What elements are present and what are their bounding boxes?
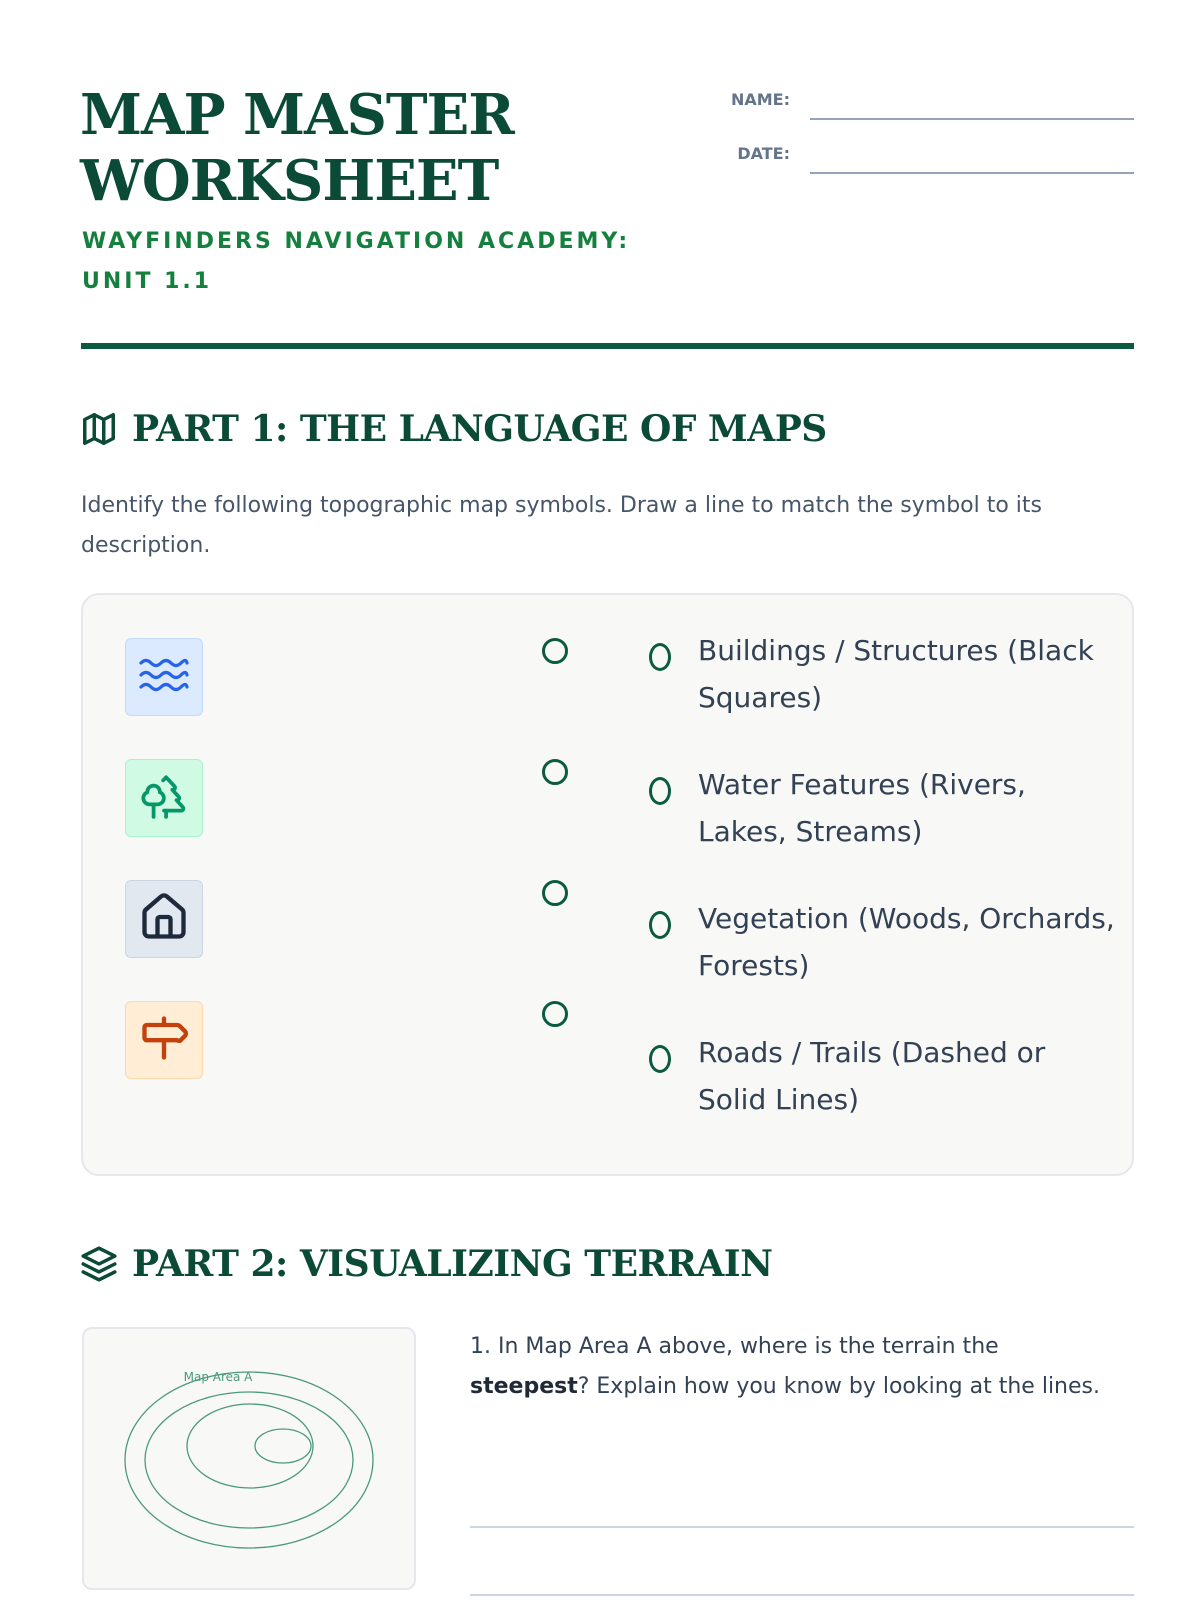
name-label: NAME: <box>730 90 790 109</box>
house-icon <box>138 891 190 947</box>
part1-instructions: Identify the following topographic map symbols. Draw a line to match the symbol to its description. <box>81 493 1043 558</box>
road-symbol <box>125 1001 203 1079</box>
answer-line-1[interactable] <box>470 1526 1134 1528</box>
signpost-icon <box>138 1012 190 1068</box>
match-dot-symbol-3[interactable] <box>542 880 568 906</box>
worksheet-subtitle: WAYFINDERS NAVIGATION ACADEMY: UNIT 1.1 <box>82 229 631 294</box>
contour-lines <box>84 1329 416 1590</box>
layers-icon <box>80 1245 118 1283</box>
description-vegetation: Vegetation (Woods, Orchards, Forests) <box>698 902 1115 982</box>
date-field[interactable] <box>810 172 1134 174</box>
part2-heading <box>80 1243 773 1285</box>
building-symbol <box>125 880 203 958</box>
matching-panel <box>81 593 1134 1176</box>
match-dot-symbol-4[interactable] <box>542 1001 568 1027</box>
part2-title: PART 2: VISUALIZING TERRAIN <box>132 1243 773 1285</box>
description-roads: Roads / Trails (Dashed or Solid Lines) <box>698 1036 1046 1116</box>
contour-line-4 <box>255 1429 311 1463</box>
match-dot-symbol-2[interactable] <box>542 759 568 785</box>
water-symbol <box>125 638 203 716</box>
title-line-2: WORKSHEET <box>80 148 499 214</box>
waves-icon <box>138 655 190 699</box>
part1-heading <box>80 408 827 450</box>
match-dot-description-4[interactable] <box>649 1045 671 1073</box>
question-1 <box>470 1327 1110 1407</box>
question-1-suffix: ? Explain how you know by looking at the lines. <box>577 1374 1100 1399</box>
match-dot-description-2[interactable] <box>649 777 671 805</box>
contour-line-3 <box>187 1404 313 1488</box>
answer-line-2[interactable] <box>470 1594 1134 1596</box>
title-line-1: MAP MASTER <box>80 82 514 148</box>
description-water: Water Features (Rivers, Lakes, Streams) <box>698 768 1026 848</box>
vegetation-symbol <box>125 759 203 837</box>
match-dot-symbol-1[interactable] <box>542 638 568 664</box>
description-buildings: Buildings / Structures (Black Squares) <box>698 634 1094 714</box>
map-icon <box>80 410 118 448</box>
name-field[interactable] <box>810 118 1134 120</box>
contour-line-1 <box>125 1372 373 1548</box>
match-dot-description-1[interactable] <box>649 643 671 671</box>
map-area-label: Map Area A <box>183 1370 253 1384</box>
header-divider <box>81 343 1134 349</box>
trees-icon <box>139 771 189 825</box>
match-dot-description-3[interactable] <box>649 911 671 939</box>
contour-map-a <box>82 1327 416 1590</box>
worksheet-title <box>80 82 514 214</box>
question-1-keyword: steepest <box>470 1374 578 1399</box>
question-1-prefix: 1. In Map Area A above, where is the terrain the <box>470 1334 999 1359</box>
contour-line-2 <box>145 1392 353 1528</box>
part1-title: PART 1: THE LANGUAGE OF MAPS <box>132 408 827 450</box>
date-label: DATE: <box>737 144 790 163</box>
